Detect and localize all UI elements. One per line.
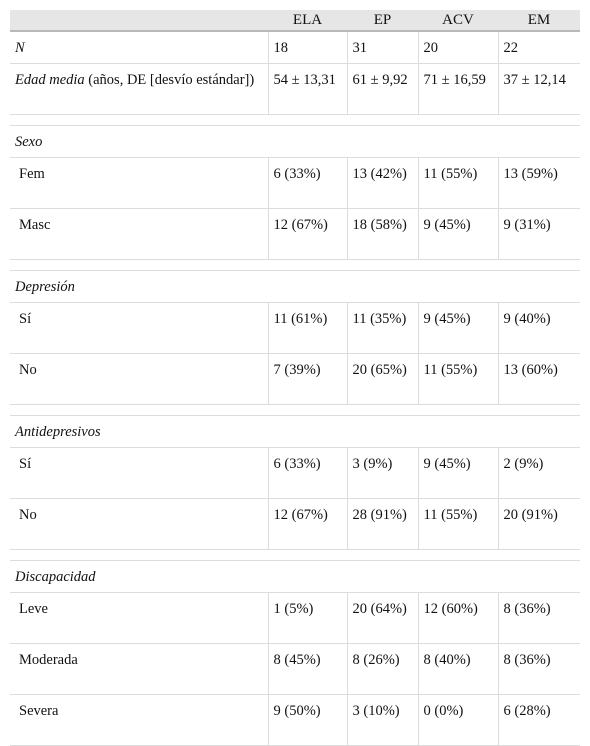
spacer-cell (10, 115, 268, 126)
table-cell: 18 (58%) (347, 209, 418, 260)
section-header-row (10, 561, 580, 593)
table-cell: 9 (45%) (418, 448, 498, 499)
table-cell: 0 (0%) (418, 695, 498, 746)
table-cell: 22 (498, 31, 580, 64)
table-cell: 37 ± 12,14 (498, 64, 580, 115)
table-row (10, 499, 580, 550)
spacer-cell (10, 260, 268, 271)
table-row (10, 593, 580, 644)
table-cell: 31 (347, 31, 418, 64)
table-cell: 71 ± 16,59 (418, 64, 498, 115)
table-cell: 54 ± 13,31 (268, 64, 347, 115)
spacer-row (10, 550, 580, 561)
section-label: Discapacidad (10, 561, 580, 593)
row-label-rest: (años, DE [desvío estándar]) (84, 72, 255, 88)
spacer-row (10, 260, 580, 271)
section-header-row (10, 126, 580, 158)
table-row (10, 448, 580, 499)
table-cell: 11 (35%) (347, 303, 418, 354)
header-row (10, 10, 580, 31)
header-cell-blank (10, 10, 268, 31)
demographics-table (10, 10, 580, 746)
table-cell: 9 (31%) (498, 209, 580, 260)
row-label: Moderada (10, 644, 268, 695)
table-header (10, 10, 580, 31)
spacer-cell (498, 115, 580, 126)
table-cell: 9 (40%) (498, 303, 580, 354)
row-label: Sí (10, 448, 268, 499)
spacer-cell (268, 260, 347, 271)
section-header-row (10, 416, 580, 448)
row-label: No (10, 354, 268, 405)
header-cell-acv: ACV (418, 10, 498, 31)
header-cell-ep: EP (347, 10, 418, 31)
spacer-cell (268, 115, 347, 126)
section-header-row (10, 271, 580, 303)
section-label: Antidepresivos (10, 416, 580, 448)
table-row (10, 64, 580, 115)
table-cell: 9 (45%) (418, 209, 498, 260)
table-cell: 6 (33%) (268, 158, 347, 209)
spacer-cell (347, 405, 418, 416)
row-label: Masc (10, 209, 268, 260)
table-cell: 20 (64%) (347, 593, 418, 644)
row-label: No (10, 499, 268, 550)
row-label-italic: Edad media (15, 72, 85, 88)
table-cell: 8 (45%) (268, 644, 347, 695)
table-cell: 7 (39%) (268, 354, 347, 405)
table-cell: 61 ± 9,92 (347, 64, 418, 115)
table-cell: 11 (55%) (418, 499, 498, 550)
section-label: Sexo (10, 126, 580, 158)
table-cell: 13 (59%) (498, 158, 580, 209)
spacer-cell (418, 550, 498, 561)
spacer-cell (268, 405, 347, 416)
row-label: Fem (10, 158, 268, 209)
header-cell-em: EM (498, 10, 580, 31)
table-cell: 8 (36%) (498, 644, 580, 695)
header-cell-ela: ELA (268, 10, 347, 31)
table-cell: 6 (28%) (498, 695, 580, 746)
table-cell: 20 (91%) (498, 499, 580, 550)
spacer-cell (418, 405, 498, 416)
table-cell: 3 (10%) (347, 695, 418, 746)
table-cell: 20 (65%) (347, 354, 418, 405)
table-row (10, 158, 580, 209)
table-row (10, 644, 580, 695)
table-cell: 13 (60%) (498, 354, 580, 405)
table-cell: 11 (61%) (268, 303, 347, 354)
table-cell: 12 (67%) (268, 499, 347, 550)
table-cell: 12 (67%) (268, 209, 347, 260)
table-cell: 20 (418, 31, 498, 64)
spacer-cell (498, 405, 580, 416)
row-label: Sí (10, 303, 268, 354)
spacer-cell (347, 115, 418, 126)
section-label: Depresión (10, 271, 580, 303)
spacer-row (10, 115, 580, 126)
table-body (10, 31, 580, 746)
spacer-cell (498, 550, 580, 561)
spacer-cell (418, 115, 498, 126)
row-label: Leve (10, 593, 268, 644)
row-label: Severa (10, 695, 268, 746)
table-cell: 9 (50%) (268, 695, 347, 746)
table-cell: 28 (91%) (347, 499, 418, 550)
table-cell: 8 (26%) (347, 644, 418, 695)
spacer-cell (498, 260, 580, 271)
spacer-cell (347, 260, 418, 271)
table-cell: 13 (42%) (347, 158, 418, 209)
table-cell: 3 (9%) (347, 448, 418, 499)
table-row (10, 354, 580, 405)
spacer-cell (10, 550, 268, 561)
table-row (10, 695, 580, 746)
spacer-cell (347, 550, 418, 561)
table-cell: 18 (268, 31, 347, 64)
table-cell: 11 (55%) (418, 354, 498, 405)
spacer-cell (10, 405, 268, 416)
spacer-cell (418, 260, 498, 271)
table-cell: 8 (40%) (418, 644, 498, 695)
table-cell: 1 (5%) (268, 593, 347, 644)
spacer-row (10, 405, 580, 416)
table-cell: 6 (33%) (268, 448, 347, 499)
table-row (10, 303, 580, 354)
table-row (10, 209, 580, 260)
table-cell: 8 (36%) (498, 593, 580, 644)
spacer-cell (268, 550, 347, 561)
row-label-italic: N (15, 40, 25, 56)
row-label (10, 31, 268, 64)
table-row (10, 31, 580, 64)
table-cell: 9 (45%) (418, 303, 498, 354)
row-label (10, 64, 268, 115)
table-cell: 12 (60%) (418, 593, 498, 644)
table-cell: 11 (55%) (418, 158, 498, 209)
table-cell: 2 (9%) (498, 448, 580, 499)
